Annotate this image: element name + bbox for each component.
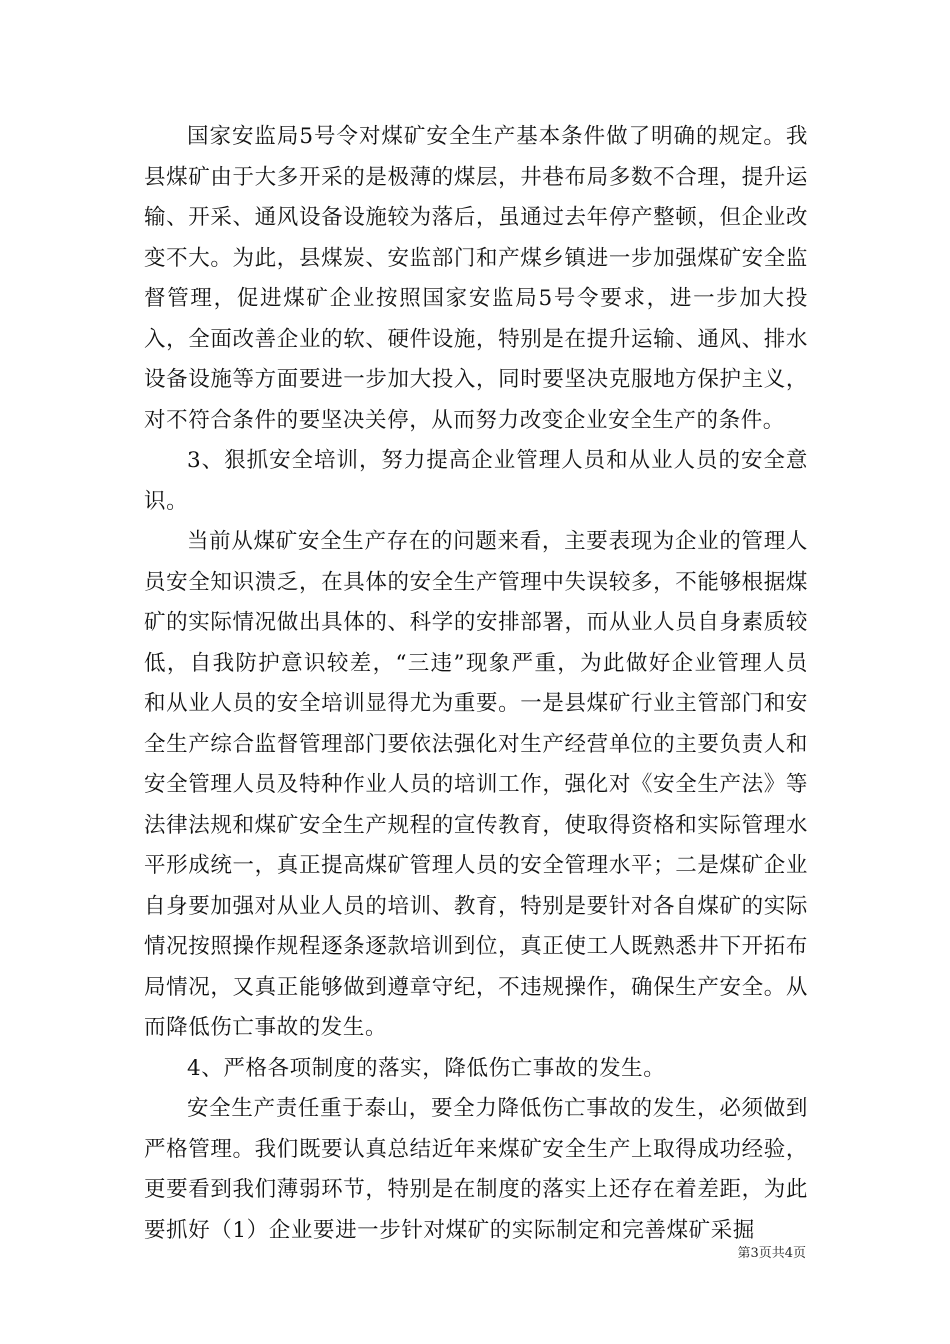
heading-system-implementation: 4、严格各项制度的落实，降低伤亡事故的发生。 (187, 1055, 666, 1081)
paragraph-training-details: 当前从煤矿安全生产存在的问题来看，主要表现为企业的管理人员安全知识溃乏，在具体的安全生产管理中失误较多，不能够根据煤矿的实际情况做出具体的、科学的安排部署，而从业人员自身素质较低，自我防护意识较差，“三违”现象严重，为此做好企业管理人员和从业人员的安全培训显得尤为重要。一是县煤矿行业主管部门和安全生产综合监督管理部门要依法强化对生产经营单位的主要负责人和安全管理人员及特种作业人员的培训工作，强化对《安全生产法》等法律法规和煤矿安全生产规程的宣传教育，使取得资格和实际管理水平形成统一，真正提高煤矿管理人员的安全管理水平；二是煤矿企业自身要加强对从业人员的培训、教育，特别是要针对各自煤矿的实际情况按照操作规程逐条逐款培训到位，真正使工人既熟悉井下开拓布局情况，又真正能够做到遵章守纪，不违规操作，确保生产安全。从而降低伤亡事故的发生。 (144, 529, 808, 1040)
document-body (144, 117, 808, 1251)
page-number: 第3页共4页 (737, 1246, 806, 1261)
paragraph-strict-management: 安全生产责任重于泰山，要全力降低伤亡事故的发生，必须做到严格管理。我们既要认真总结近年来煤矿安全生产上取得成功经验，更要看到我们薄弱环节，特别是在制度的落实上还存在着差距，为此要抓好（1）企业要进一步针对煤矿的实际制定和完善煤矿采掘 (144, 1096, 808, 1243)
heading-safety-training: 3、狠抓安全培训，努力提高企业管理人员和从业人员的安全意识。 (144, 448, 808, 514)
paragraph-basic-conditions: 国家安监局5号令对煤矿安全生产基本条件做了明确的规定。我县煤矿由于大多开采的是极薄的煤层，井巷布局多数不合理，提升运输、开采、通风设备设施较为落后，虽通过去年停产整顿，但企业改变不大。为此，县煤炭、安监部门和产煤乡镇进一步加强煤矿安全监督管理，促进煤矿企业按照国家安监局5号令要求，进一步加大投入，全面改善企业的软、硬件设施，特别是在提升运输、通风、排水设备设施等方面要进一步加大投入，同时要坚决克服地方保护主义，对不符合条件的要坚决关停，从而努力改变企业安全生产的条件。 (144, 124, 808, 433)
